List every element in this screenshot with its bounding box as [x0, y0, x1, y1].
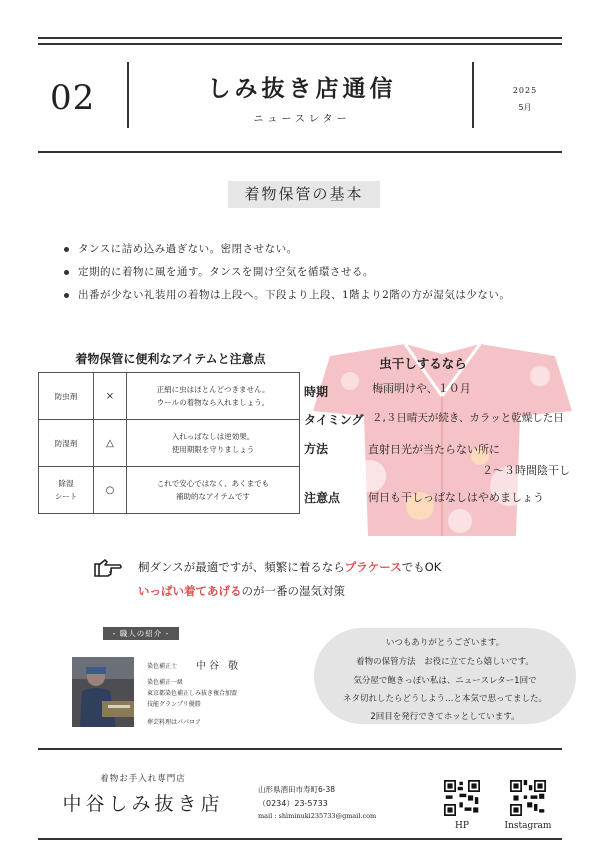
- item-note: [127, 420, 300, 467]
- shop-address: 山形県酒田市寿町6-38: [258, 785, 336, 794]
- pointing-hand-icon: [93, 556, 123, 580]
- items-heading: 着物保管に便利なアイテムと注意点: [75, 352, 266, 366]
- tip-line-2: [138, 583, 345, 599]
- shop-email: mail : shiminuki235733@gmail.com: [258, 812, 377, 820]
- top-rule-2: [38, 43, 562, 45]
- staff-role: 染色補正士: [147, 663, 178, 670]
- message-line: ネタ切れしたらどうしよう…と本気で思ってました。: [342, 694, 547, 704]
- footer-rule: [38, 748, 562, 750]
- staff-credential: 東京都染色補正しみ抜き複合加盟: [147, 690, 238, 697]
- staff-hobby: 葬芸料理はパパロア: [147, 719, 202, 726]
- tip-text: でもOK: [401, 560, 442, 574]
- mushiboshi-value-caution: 何日も干しっぱなしはやめましょう: [368, 491, 544, 504]
- note-line: これで安心ではなく、あくまでも: [156, 479, 270, 488]
- item-note: [127, 373, 300, 420]
- issue-number: 02: [50, 78, 96, 118]
- issue-year: 2025: [512, 86, 538, 95]
- header-divider-right: [472, 62, 474, 128]
- shop-phone: （0234）23-5733: [258, 799, 328, 808]
- mushiboshi-label-method: 方法: [304, 442, 329, 456]
- craftsman-photo: [72, 657, 134, 727]
- mushiboshi-heading: 虫干しするなら: [379, 356, 467, 371]
- list-item: 出番が少ない礼装用の着物は上段へ。下段より上段、1階より2階の方が湿気は少ない。: [64, 284, 510, 307]
- tip-highlight: プラケース: [344, 560, 402, 574]
- item-name: 防虫剤: [39, 373, 94, 420]
- mushiboshi-value-period: 梅雨明けや、１０月: [372, 382, 471, 395]
- message-line: 気分屋で飽きっぽい私は、ニュースレター1回で: [353, 676, 537, 686]
- note-line: 正絹に虫はほとんどつきません。: [156, 385, 270, 394]
- item-mark: ○: [94, 467, 127, 514]
- message-line: 着物の保管方法 お役に立てたら嬉しいです。: [356, 657, 534, 667]
- item-name: [39, 467, 94, 514]
- message-line: 2回目を発行できてホッとしています。: [370, 712, 520, 722]
- item-note: [127, 467, 300, 514]
- note-line: 補助的なアイテムです: [176, 492, 250, 501]
- item-mark: ×: [94, 373, 127, 420]
- tip-line-1: [138, 559, 441, 575]
- note-line: ウールの着物なら入れましょう。: [156, 398, 270, 407]
- header-divider-left: [127, 62, 129, 128]
- table-row: [39, 420, 300, 467]
- item-name: 防湿剤: [39, 420, 94, 467]
- mushiboshi-value-method-2: ２～３時間陰干し: [482, 464, 570, 477]
- hp-label: HP: [455, 821, 469, 831]
- mushiboshi-value-timing: ２,３日晴天が続き、カラッと乾燥した日: [372, 412, 564, 424]
- staff-tag: - 職人の紹介 -: [103, 627, 179, 640]
- items-table: [38, 372, 300, 514]
- instagram-qr-code[interactable]: [510, 780, 546, 816]
- staff-credential: 技能グランプリ優勝: [147, 701, 201, 708]
- page-title: しみ抜き店通信: [207, 76, 397, 102]
- note-line: 入れっぱなしは逆効果。: [171, 432, 255, 441]
- footer-rule-bottom: [38, 838, 562, 840]
- shop-category: 着物お手入れ専門店: [100, 774, 186, 784]
- mushiboshi-label-caution: 注意点: [304, 491, 341, 505]
- list-item: 定期的に着物に風を通す。タンスを開け空気を循環させる。: [64, 261, 510, 284]
- staff-credential: 染色補正一級: [147, 679, 184, 686]
- item-mark: △: [94, 420, 127, 467]
- page-subtitle: ニュースレター: [253, 114, 351, 125]
- issue-month: 5月: [518, 103, 532, 112]
- mushiboshi-label-timing: タイミング: [304, 413, 364, 427]
- section-title: 着物保管の基本: [228, 181, 380, 208]
- item-name-line: 除湿: [58, 479, 74, 488]
- shop-name: 中谷しみ抜き店: [62, 793, 224, 815]
- mushiboshi-value-method: 直射日光が当たらない所に: [368, 443, 500, 456]
- tip-text: のが一番の湿気対策: [241, 584, 345, 598]
- header-bottom-rule: [38, 151, 562, 153]
- top-rule: [38, 37, 562, 39]
- table-row: [39, 467, 300, 514]
- mushiboshi-label-period: 時期: [304, 385, 329, 399]
- message-line: いつもありがとうございます。: [385, 638, 505, 648]
- staff-name: 中谷 敬: [196, 661, 242, 672]
- note-line: 使用期限を守りましょう: [171, 445, 255, 454]
- tip-highlight: いっぱい着てあげる: [138, 584, 242, 598]
- list-item: タンスに詰め込み過ぎない。密閉させない。: [64, 238, 510, 261]
- storage-tips-list: [64, 238, 510, 307]
- hp-qr-code[interactable]: [444, 780, 480, 816]
- item-name-line: シート: [54, 492, 78, 501]
- tip-text: 桐ダンスが最適ですが、頻繁に着るなら: [138, 560, 345, 574]
- table-row: [39, 373, 300, 420]
- instagram-label: Instagram: [504, 821, 552, 831]
